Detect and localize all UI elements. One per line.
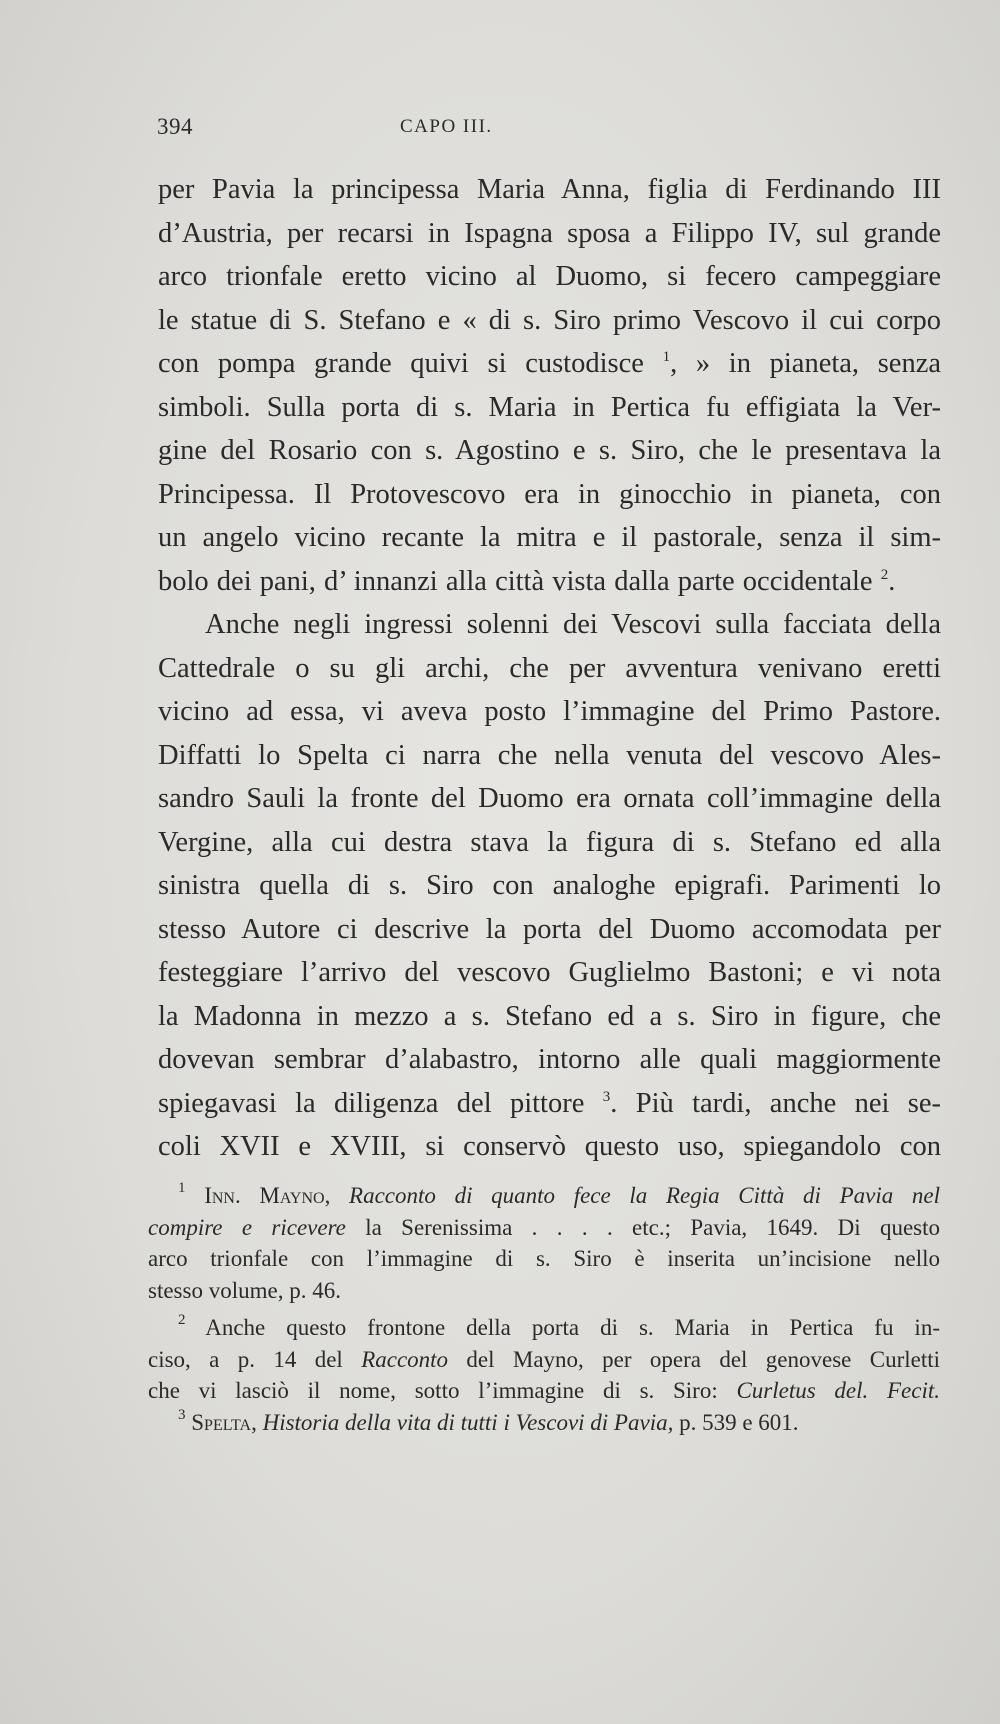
footnote-ref-3[interactable]: 3 bbox=[602, 1088, 611, 1105]
footnote-text: Anche questo frontone della porta di s. Maria in Pertica fu in- bbox=[205, 1315, 940, 1340]
text-line: vicino ad essa, vi aveva posto l’immagine del Primo Pastore. bbox=[158, 696, 941, 727]
text-line: per Pavia la principessa Maria Anna, figlia di Ferdinando III bbox=[158, 174, 941, 205]
text-line: Diffatti lo Spelta ci narra che nella venuta del vescovo Ales- bbox=[158, 739, 941, 771]
footnote-marker-2: 2 bbox=[178, 1312, 186, 1328]
text-line: la Madonna in mezzo a s. Stefano ed a s. Siro in figure, che bbox=[158, 1000, 941, 1032]
page-number: 394 bbox=[157, 114, 193, 139]
text-line: coli XVII e XVIII, si conservò questo uso, spiegandolo con bbox=[158, 1131, 941, 1162]
text-line: simboli. Sulla porta di s. Maria in Pertica fu effigiata la Ver- bbox=[158, 391, 941, 423]
footnote-2 bbox=[148, 1312, 940, 1344]
text-line: stesso Autore ci descrive la porta del Duomo accomodata per bbox=[158, 913, 941, 945]
text-line: Vergine, alla cui destra stava la figura di s. Stefano ed alla bbox=[158, 826, 941, 858]
text-line: sinistra quella di s. Siro con analoghe epigrafi. Parimenti lo bbox=[158, 870, 941, 901]
text-segment: . Più tardi, anche nei se- bbox=[610, 1087, 942, 1119]
footnote-title: Racconto bbox=[361, 1346, 449, 1372]
text-line: d’Austria, per recarsi in Ispagna sposa a Filippo IV, sul grande bbox=[158, 217, 941, 249]
footnote-text: p. 539 e 601. bbox=[673, 1409, 799, 1435]
text-line: le statue di S. Stefano e « di s. Siro primo Vescovo il cui corpo bbox=[158, 304, 941, 336]
text-segment: con pompa grande quivi si custodisce bbox=[158, 348, 644, 379]
footnote-ref-2[interactable]: 2 bbox=[880, 566, 889, 583]
footnote-line bbox=[148, 1375, 940, 1407]
footnote-title: Historia della vita di tutti i Vescovi di Pavia, bbox=[262, 1409, 674, 1435]
footnote-author: Spelta, bbox=[191, 1409, 257, 1435]
footnote-marker-1: 1 bbox=[178, 1180, 186, 1196]
footnote-1 bbox=[148, 1180, 940, 1212]
text-line: dovevan sembrar d’alabastro, intorno alle quali maggiormente bbox=[158, 1044, 941, 1075]
footnote-ref-1[interactable]: 1 bbox=[662, 349, 671, 365]
footnote-author: Inn. Mayno, bbox=[204, 1183, 331, 1208]
text-line bbox=[158, 560, 941, 604]
footnote-marker-3: 3 bbox=[178, 1406, 186, 1423]
footnote-title: Racconto di quanto fece la Regia Città di Pavia nel bbox=[349, 1183, 940, 1208]
text-line: arco trionfale eretto vicino al Duomo, si fecero campeggiare bbox=[158, 261, 941, 292]
text-segment: , » in pianeta, senza bbox=[670, 348, 942, 379]
footnotes bbox=[148, 1180, 940, 1438]
footnote-line: arco trionfale con l’immagine di s. Siro è inserita un’incisione nello bbox=[148, 1246, 940, 1271]
text-segment: . bbox=[888, 565, 896, 597]
footnote-text: ciso, a p. 14 del bbox=[148, 1346, 362, 1372]
footnote-title: Curletus del. Fecit. bbox=[736, 1378, 941, 1403]
footnote-text: la Serenissima . . . . etc.; Pavia, 1649. Di questo bbox=[345, 1214, 941, 1240]
text-segment: bolo dei pani, d’ innanzi alla città vista dalla parte occidentale bbox=[158, 565, 873, 597]
footnote-line bbox=[148, 1212, 940, 1244]
text-line bbox=[158, 342, 941, 386]
text-line bbox=[158, 1082, 941, 1126]
text-line: festeggiare l’arrivo del vescovo Guglielmo Bastoni; e vi nota bbox=[158, 957, 941, 988]
text-line: un angelo vicino recante la mitra e il pastorale, senza il sim- bbox=[158, 522, 941, 553]
running-head: CAPO III. bbox=[400, 116, 493, 137]
text-line: Anche negli ingressi solenni dei Vescovi sulla facciata della bbox=[205, 609, 941, 640]
footnote-3 bbox=[148, 1407, 940, 1439]
footnote-text: del Mayno, per opera del genovese Curletti bbox=[448, 1346, 940, 1372]
text-line: sandro Sauli la fronte del Duomo era ornata coll’immagine della bbox=[158, 783, 941, 814]
text-line: Cattedrale o su gli archi, che per avventura venivano eretti bbox=[158, 652, 941, 684]
page-header bbox=[157, 114, 847, 144]
main-text bbox=[158, 168, 941, 1169]
footnote-line bbox=[148, 1344, 940, 1376]
text-segment: spiegavasi la diligenza del pittore bbox=[158, 1087, 585, 1119]
text-line: Principessa. Il Protovescovo era in ginocchio in pianeta, con bbox=[158, 478, 941, 510]
footnote-text: che vi lasciò il nome, sotto l’immagine di s. Siro: bbox=[148, 1378, 737, 1403]
footnote-title: compire e ricevere bbox=[148, 1214, 346, 1240]
text-line: gine del Rosario con s. Agostino e s. Siro, che le presentava la bbox=[158, 435, 941, 466]
footnote-line: stesso volume, p. 46. bbox=[148, 1277, 341, 1303]
